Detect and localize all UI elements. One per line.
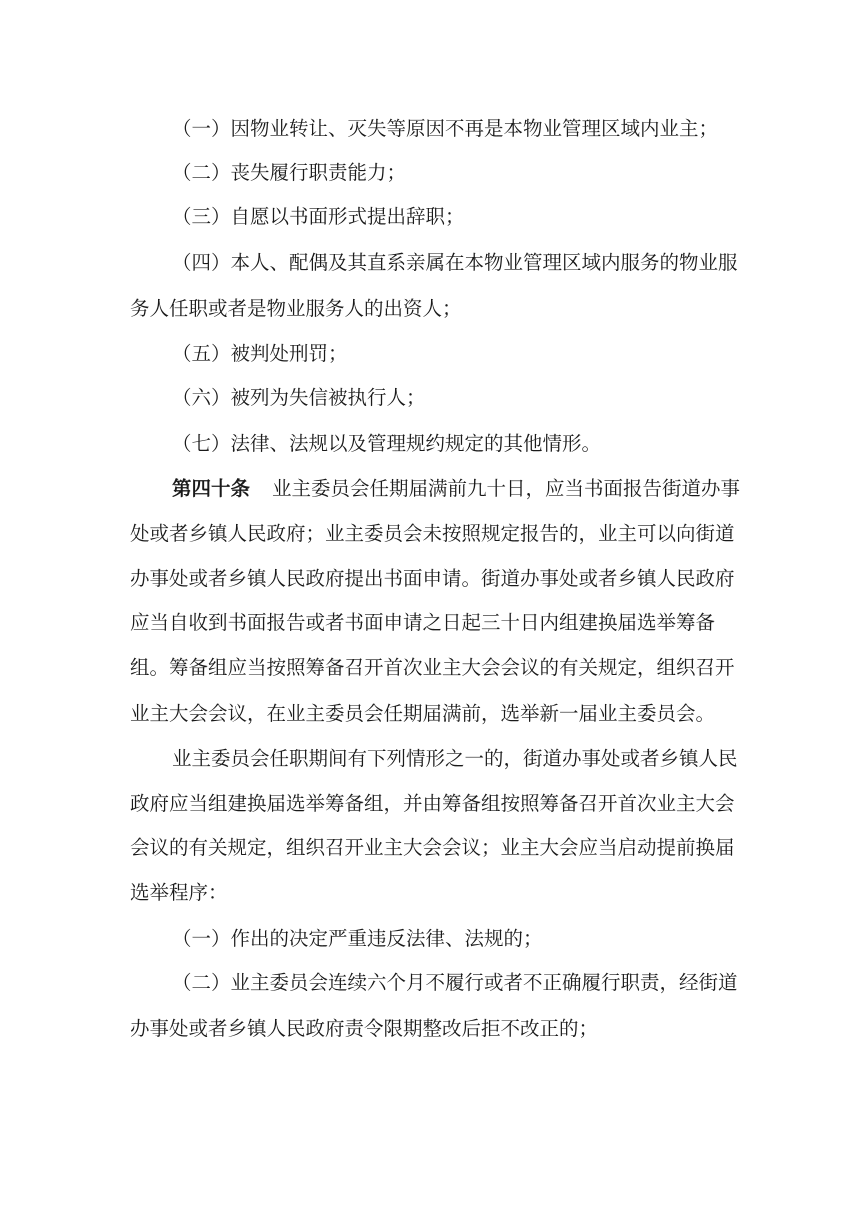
- text-line-15: 业主委员会任职期间有下列情形之一的，街道办事处或者乡镇人民: [172, 747, 738, 770]
- text-line-11: 办事处或者乡镇人民政府提出书面申请。街道办事处或者乡镇人民政府: [130, 567, 735, 590]
- text-line-10: 处或者乡镇人民政府；业主委员会未按照规定报告的，业主可以向街道: [130, 522, 735, 545]
- text-line-19: （一）作出的决定严重违反法律、法规的；: [172, 927, 543, 950]
- text-line-8: （七）法律、法规以及管理规约规定的其他情形。: [172, 432, 602, 455]
- text-line-9: 业主委员会任期届满前九十日，应当书面报告街道办事: [272, 477, 741, 500]
- text-line-3: （三）自愿以书面形式提出辞职；: [172, 205, 465, 228]
- text-line-5: 务人任职或者是物业服务人的出资人；: [130, 297, 462, 320]
- text-line-2: （二）丧失履行职责能力；: [172, 161, 407, 184]
- text-line-6: （五）被判处刑罚；: [172, 342, 348, 365]
- text-line-4: （四）本人、配偶及其直系亲属在本物业管理区域内服务的物业服: [172, 251, 738, 274]
- article-40-first-line: [172, 477, 740, 501]
- text-line-16: 政府应当组建换届选举筹备组，并由筹备组按照筹备召开首次业主大会: [130, 792, 735, 815]
- text-line-14: 业主大会会议，在业主委员会任期届满前，选举新一届业主委员会。: [130, 702, 716, 725]
- article-label: 第四十条: [172, 477, 251, 500]
- text-line-12: 应当自收到书面报告或者书面申请之日起三十日内组建换届选举筹备: [130, 611, 716, 634]
- text-line-17: 会议的有关规定，组织召开业主大会会议；业主大会应当启动提前换届: [130, 836, 735, 859]
- text-line-18: 选举程序：: [130, 881, 228, 904]
- text-line-20: （二）业主委员会连续六个月不履行或者不正确履行职责，经街道: [172, 971, 738, 994]
- text-line-7: （六）被列为失信被执行人；: [172, 386, 426, 409]
- text-line-21: 办事处或者乡镇人民政府责令限期整改后拒不改正的；: [130, 1017, 599, 1040]
- text-line-13: 组。筹备组应当按照筹备召开首次业主大会会议的有关规定，组织召开: [130, 656, 735, 679]
- text-line-1: （一）因物业转让、灭失等原因不再是本物业管理区域内业主；: [172, 117, 719, 140]
